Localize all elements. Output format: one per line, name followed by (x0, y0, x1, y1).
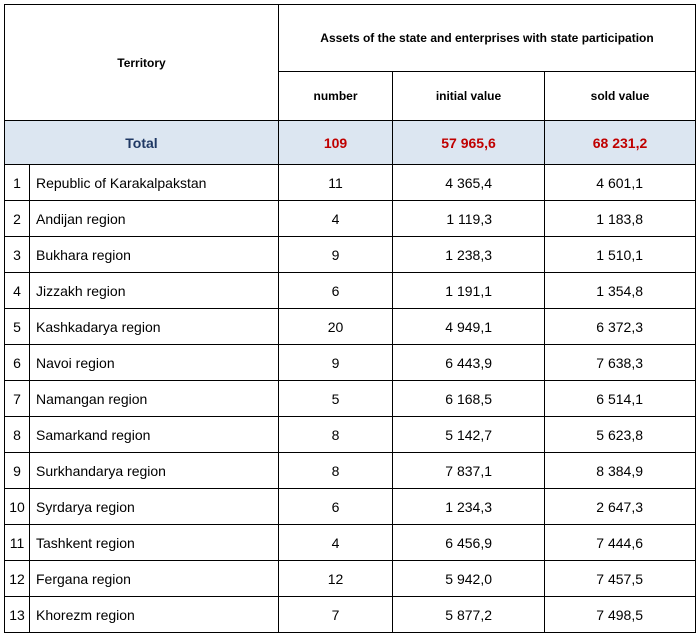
region-name: Jizzakh region (30, 273, 279, 309)
row-index: 1 (5, 165, 30, 201)
region-name: Samarkand region (30, 417, 279, 453)
total-number: 109 (279, 121, 393, 165)
territory-header: Territory (5, 5, 279, 121)
row-sold-value: 7 498,5 (545, 597, 696, 633)
region-name: Fergana region (30, 561, 279, 597)
table-row (5, 489, 696, 525)
row-initial-value: 4 949,1 (393, 309, 545, 345)
row-number: 7 (279, 597, 393, 633)
region-name: Namangan region (30, 381, 279, 417)
region-name: Republic of Karakalpakstan (30, 165, 279, 201)
row-sold-value: 4 601,1 (545, 165, 696, 201)
region-name: Syrdarya region (30, 489, 279, 525)
row-initial-value: 7 837,1 (393, 453, 545, 489)
row-sold-value: 8 384,9 (545, 453, 696, 489)
row-number: 6 (279, 273, 393, 309)
row-number: 4 (279, 525, 393, 561)
row-sold-value: 6 372,3 (545, 309, 696, 345)
region-name: Kashkadarya region (30, 309, 279, 345)
table-row (5, 381, 696, 417)
row-initial-value: 1 234,3 (393, 489, 545, 525)
row-sold-value: 6 514,1 (545, 381, 696, 417)
total-label: Total (5, 121, 279, 165)
row-index: 10 (5, 489, 30, 525)
assets-group-header: Assets of the state and enterprises with state participation (279, 5, 696, 72)
row-initial-value: 4 365,4 (393, 165, 545, 201)
region-name: Tashkent region (30, 525, 279, 561)
row-index: 12 (5, 561, 30, 597)
row-index: 8 (5, 417, 30, 453)
row-number: 8 (279, 453, 393, 489)
row-initial-value: 6 443,9 (393, 345, 545, 381)
total-initial-value: 57 965,6 (393, 121, 545, 165)
row-index: 3 (5, 237, 30, 273)
table-row (5, 309, 696, 345)
row-index: 11 (5, 525, 30, 561)
region-name: Surkhandarya region (30, 453, 279, 489)
table-row (5, 273, 696, 309)
row-index: 13 (5, 597, 30, 633)
sold-value-column-header: sold value (545, 72, 696, 121)
region-name: Navoi region (30, 345, 279, 381)
table-row (5, 165, 696, 201)
row-sold-value: 7 457,5 (545, 561, 696, 597)
row-initial-value: 6 168,5 (393, 381, 545, 417)
table-row (5, 201, 696, 237)
row-initial-value: 1 191,1 (393, 273, 545, 309)
row-index: 4 (5, 273, 30, 309)
row-sold-value: 7 444,6 (545, 525, 696, 561)
total-row (5, 121, 696, 165)
table-row (5, 561, 696, 597)
row-number: 20 (279, 309, 393, 345)
row-sold-value: 2 647,3 (545, 489, 696, 525)
row-sold-value: 1 183,8 (545, 201, 696, 237)
row-initial-value: 5 142,7 (393, 417, 545, 453)
total-sold-value: 68 231,2 (545, 121, 696, 165)
row-number: 6 (279, 489, 393, 525)
table-row (5, 417, 696, 453)
region-rows (5, 165, 696, 633)
initial-value-column-header: initial value (393, 72, 545, 121)
table-row (5, 597, 696, 633)
row-sold-value: 7 638,3 (545, 345, 696, 381)
row-number: 12 (279, 561, 393, 597)
row-sold-value: 5 623,8 (545, 417, 696, 453)
assets-table (4, 4, 696, 633)
row-initial-value: 5 942,0 (393, 561, 545, 597)
row-initial-value: 1 119,3 (393, 201, 545, 237)
region-name: Khorezm region (30, 597, 279, 633)
table-row (5, 345, 696, 381)
row-index: 7 (5, 381, 30, 417)
row-index: 5 (5, 309, 30, 345)
row-number: 5 (279, 381, 393, 417)
table-row (5, 237, 696, 273)
row-initial-value: 6 456,9 (393, 525, 545, 561)
row-initial-value: 1 238,3 (393, 237, 545, 273)
row-number: 11 (279, 165, 393, 201)
row-index: 6 (5, 345, 30, 381)
number-column-header: number (279, 72, 393, 121)
region-name: Bukhara region (30, 237, 279, 273)
table-row (5, 525, 696, 561)
row-index: 2 (5, 201, 30, 237)
row-number: 8 (279, 417, 393, 453)
row-number: 4 (279, 201, 393, 237)
row-initial-value: 5 877,2 (393, 597, 545, 633)
row-number: 9 (279, 345, 393, 381)
table-row (5, 453, 696, 489)
row-sold-value: 1 510,1 (545, 237, 696, 273)
row-index: 9 (5, 453, 30, 489)
row-number: 9 (279, 237, 393, 273)
region-name: Andijan region (30, 201, 279, 237)
row-sold-value: 1 354,8 (545, 273, 696, 309)
